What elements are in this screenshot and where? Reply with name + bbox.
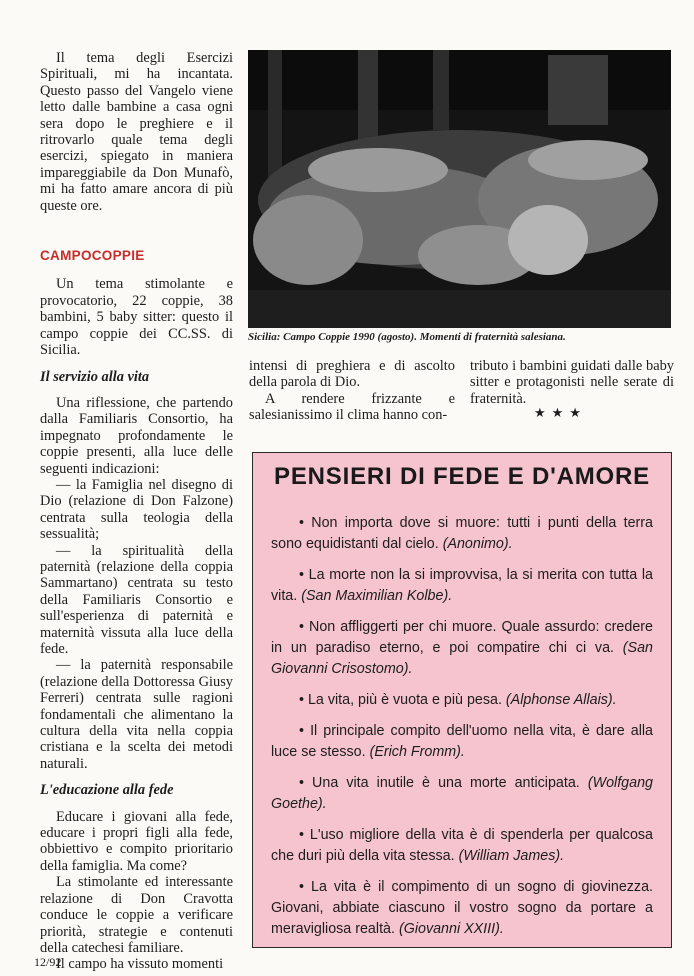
quote-text: • Non affliggerti per chi muore. Quale assurdo: credere in un paradiso eterno, e poi compatire chi ci va. [271, 619, 653, 656]
quote-author: (Anonimo). [442, 536, 513, 552]
subheading-educazione: L'educazione alla fede [40, 782, 174, 799]
photo-caption: Sicilia: Campo Coppie 1990 (agosto). Momenti di fraternità salesiana. [248, 331, 566, 343]
quote-paragraph [253, 877, 671, 940]
quotes-list [253, 513, 671, 940]
educazione-paragraph: La stimolante ed interessante relazione di Don Cravotta conduce le coppie a verificare priorità, strategie e contenuti della catechesi familiare. [40, 874, 233, 956]
bullet-paragraph: — la paternità responsabile (relazione della Dottoressa Giusy Ferreri) centrata sulle ragioni fondamentali che alimentano la cultura della vita nella coppia cristiana e la scelta dei metodi naturali. [40, 657, 233, 772]
quote-author: (Giovanni XXIII). [398, 921, 504, 937]
page-number: 12/92 [34, 955, 62, 969]
group-photo [248, 50, 671, 328]
quote-text: • La vita, più è vuota e più pesa. [299, 692, 502, 708]
left-column [40, 50, 233, 973]
quote-text: • Non importa dove si muore: tutti i punti della terra sono equidistanti dal cielo. [271, 515, 653, 552]
quotes-box [252, 452, 672, 948]
quote-text: • La morte non la si improvvisa, la si merita con tutta la vita. [271, 567, 653, 604]
quote-author: (San Giovanni Crisostomo). [271, 640, 653, 677]
educazione-paragraph: Educare i giovani alla fede, educare i propri figli alla fede, obbiettivo e compito prioritario della famiglia. Ma come? [40, 808, 233, 874]
section-paragraph: Un tema stimolante e provocatorio, 22 coppie, 38 bambini, 5 baby sitter: questo il campo coppie dei CC.SS. di Sicilia. [40, 276, 233, 359]
middle-paragraph: intensi di preghiera e di ascolto della parola di Dio. [249, 358, 455, 391]
bullet-paragraph: — la spiritualità della paternità (relazione della coppia Sammartano) centrata su testo della Familiaris Consortio e sull'esperienza di paternità e maternità vissuta alla luce della fede. [40, 542, 233, 657]
box-title: PENSIERI DI FEDE E D'AMORE [274, 463, 650, 490]
quote-text: • La vita è il compimento di un sogno di giovinezza. Giovani, abbiate ciascuno il vostro sogno da portare a meravigliosa realtà. [271, 879, 653, 937]
subheading-servizio: Il servizio alla vita [40, 368, 150, 385]
intro-paragraph: Il tema degli Esercizi Spirituali, mi ha incantata. Questo passo del Vangelo viene letto dalle bambine a casa ogni sera dopo le preghiere e il ritrovarlo quale tema degli esercizi, spiegato in maniera impareggiabile da Don Munafò, mi ha fatto amare ancora di più queste ore. [40, 50, 233, 214]
quote-author: (Erich Fromm). [369, 744, 465, 760]
section-heading: CAMPOCOPPIE [40, 248, 145, 264]
quote-text: • Il principale compito dell'uomo nella vita, è dare alla luce se stesso. [271, 723, 653, 760]
quote-text: • Una vita inutile è una morte anticipata. [299, 775, 580, 791]
quote-author: (San Maximilian Kolbe). [301, 588, 453, 604]
quote-author: (Wolfgang Goethe). [271, 775, 653, 812]
quote-paragraph [253, 773, 671, 815]
middle-paragraph: A rendere frizzante e salesianissimo il clima hanno con- [249, 390, 455, 424]
right-paragraph: tributo i bambini guidati dalle baby sitter e protagonisti nelle serate di fraternità. [470, 358, 674, 407]
quote-author: (William James). [458, 848, 565, 864]
servizio-paragraph: Una riflessione, che partendo dalla Familiaris Consortio, ha impegnato profondamente le coppie presenti, alla luce delle seguenti indicazioni: [40, 394, 233, 477]
right-column [470, 358, 674, 407]
quote-text: • L'uso migliore della vita è di spenderla per qualcosa che duri più della vita stessa. [271, 827, 653, 864]
quote-paragraph [253, 690, 671, 711]
quote-paragraph [253, 565, 671, 607]
quote-paragraph [253, 721, 671, 763]
quote-author: (Alphonse Allais). [505, 692, 617, 708]
bullet-paragraph: — la Famiglia nel disegno di Dio (relazione di Don Falzone) centrata sulla teologia della sessualità; [40, 476, 233, 543]
educazione-paragraph: Il campo ha vissuto momenti [56, 956, 224, 973]
middle-column [249, 358, 455, 424]
end-stars: ★★★ [534, 405, 587, 420]
quote-paragraph [253, 513, 671, 555]
quote-paragraph [253, 617, 671, 680]
quote-paragraph [253, 825, 671, 867]
